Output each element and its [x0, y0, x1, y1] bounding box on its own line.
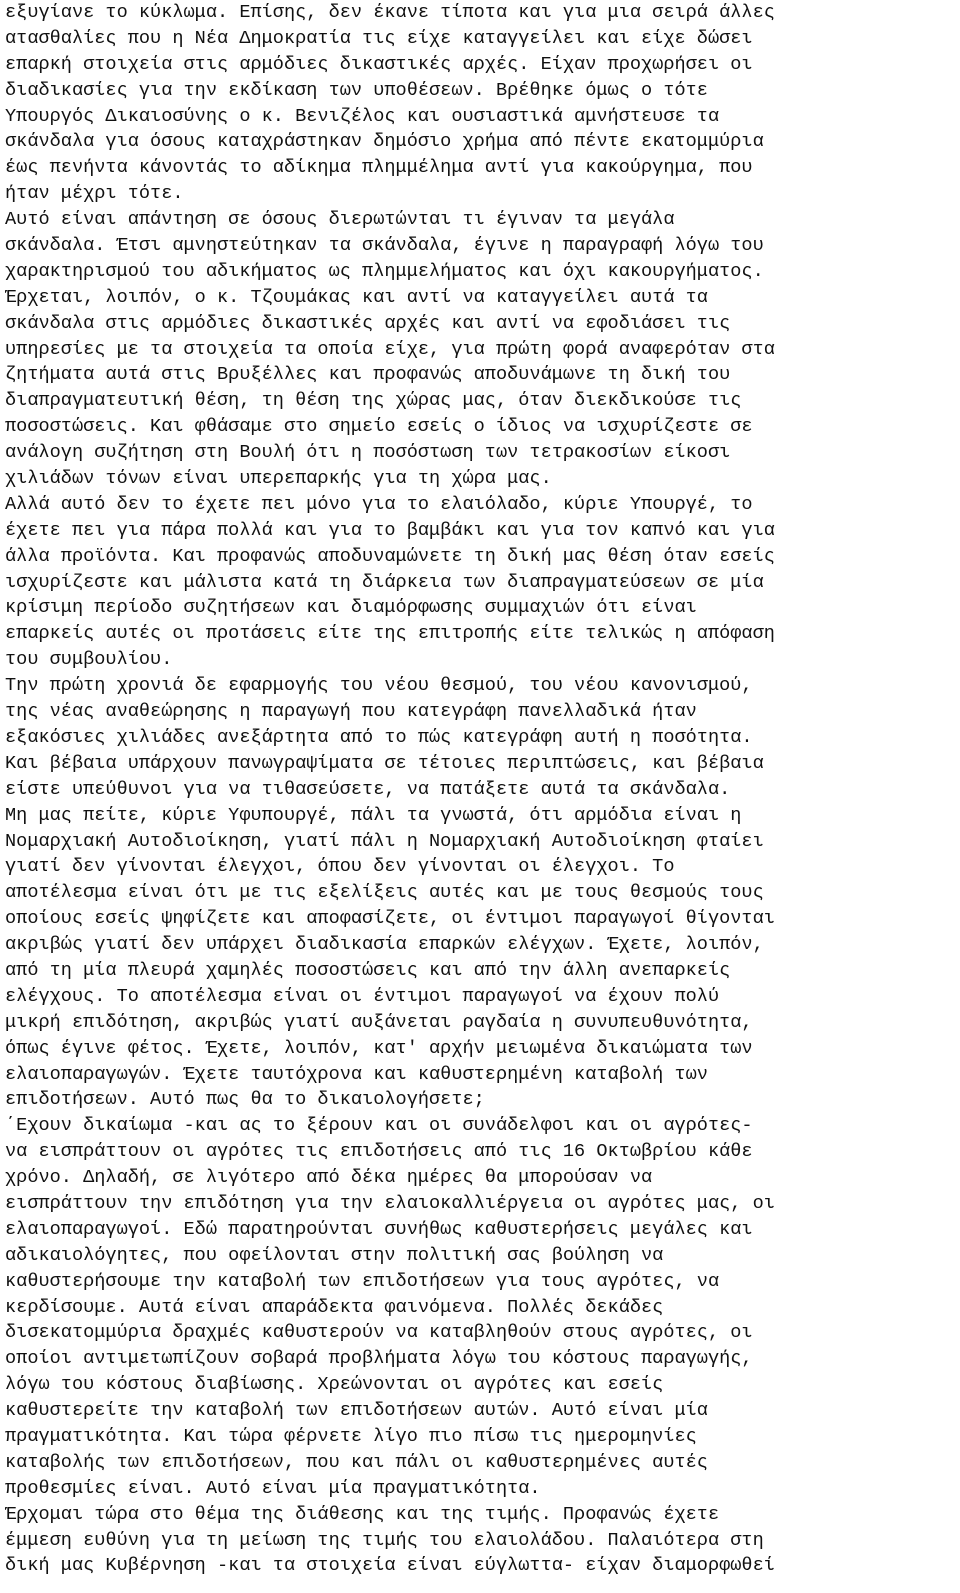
text-line: ελαιοπαραγωγών. Έχετε ταυτόχρονα και καθυστερημένη καταβολή των	[5, 1063, 708, 1085]
text-line: προθεσμίες είναι. Αυτό είναι μία πραγματικότητα.	[5, 1477, 541, 1499]
text-line: έως πενήντα κάνοντάς το αδίκημα πλημμέλημα αντί για κακούργημα, που	[5, 157, 753, 179]
text-line: σκάνδαλα στις αρμόδιες δικαστικές αρχές και αντί να εφοδιάσει τις	[5, 312, 731, 334]
text-line: ποσοστώσεις. Και φθάσαμε στο σημείο εσείς ο ίδιος να ισχυρίζεστε σε	[5, 416, 753, 438]
text-line: λόγω του κόστους διαβίωσης. Χρεώνονται οι αγρότες και εσείς	[5, 1374, 664, 1396]
text-line: επαρκείς αυτές οι προτάσεις είτε της επιτροπής είτε τελικώς η απόφαση	[5, 623, 775, 645]
text-line: έμμεση ευθύνη για τη μείωση της τιμής του ελαιολάδου. Παλαιότερα στη	[5, 1529, 764, 1551]
text-line: σκάνδαλα. Έτσι αμνηστεύτηκαν τα σκάνδαλα, έγινε η παραγραφή λόγω του	[5, 235, 764, 257]
text-line: όπως έγινε φέτος. Έχετε, λοιπόν, κατ' αρχήν μειωμένα δικαιώματα των	[5, 1037, 753, 1059]
text-line: ήταν μέχρι τότε.	[5, 183, 184, 205]
text-line: έχετε πει για πάρα πολλά και για το βαμβάκι και για τον καπνό και για	[5, 519, 775, 541]
text-line: να εισπράττουν οι αγρότες τις επιδοτήσεις από τις 16 Οκτωβρίου κάθε	[5, 1141, 753, 1163]
text-line: Αλλά αυτό δεν το έχετε πει μόνο για το ελαιόλαδο, κύριε Υπουργέ, το	[5, 493, 753, 515]
text-line: Υπουργός Δικαιοσύνης ο κ. Βενιζέλος και ουσιαστικά αμνήστευσε τα	[5, 105, 720, 127]
text-line: καθυστερείτε την καταβολή των επιδοτήσεων αυτών. Αυτό είναι μία	[5, 1400, 708, 1422]
text-line: γιατί δεν γίνονται έλεγχοι, όπου δεν γίνονται οι έλεγχοι. Το	[5, 856, 675, 878]
text-line: σκάνδαλα για όσους καταχράστηκαν δημόσιο χρήμα από πέντε εκατομμύρια	[5, 131, 764, 153]
text-line: αποτέλεσμα είναι ότι με τις εξελίξεις αυτές και με τους θεσμούς τους	[5, 882, 764, 904]
text-line: ισχυρίζεστε και μάλιστα κατά τη διάρκεια των διαπραγματεύσεων σε μία	[5, 571, 764, 593]
text-line: καταβολής των επιδοτήσεων, που και πάλι οι καθυστερημένες αυτές	[5, 1451, 708, 1473]
text-line: ανάλογη συζήτηση στη Βουλή ότι η ποσόστωση των τετρακοσίων είκοσι	[5, 442, 731, 464]
text-line: εισπράττουν την επιδότηση για την ελαιοκαλλιέργεια οι αγρότες μας, οι	[5, 1192, 775, 1214]
text-line: οποίοι αντιμετωπίζουν σοβαρά προβλήματα λόγω του κόστους παραγωγής,	[5, 1348, 753, 1370]
text-line: δική μας Κυβέρνηση -και τα στοιχεία είναι εύγλωττα- είχαν διαμορφωθεί	[5, 1555, 775, 1577]
text-line: της νέας αναθεώρησης η παραγωγή που κατεγράφη πανελλαδικά ήταν	[5, 701, 697, 723]
text-line: είστε υπεύθυνοι για να τιθασεύσετε, να πατάξετε αυτά τα σκάνδαλα.	[5, 778, 731, 800]
text-line: αδικαιολόγητες, που οφείλονται στην πολιτική σας βούληση να	[5, 1244, 664, 1266]
text-line: Έρχομαι τώρα στο θέμα της διάθεσης και της τιμής. Προφανώς έχετε	[5, 1503, 720, 1525]
text-line: καθυστερήσουμε την καταβολή των επιδοτήσεων για τους αγρότες, να	[5, 1270, 720, 1292]
text-line: ΄Εχουν δικαίωμα -και ας το ξέρουν και οι συνάδελφοι και οι αγρότες-	[5, 1115, 753, 1137]
text-line: Αυτό είναι απάντηση σε όσους διερωτώνται τι έγιναν τα μεγάλα	[5, 209, 675, 231]
text-line: εξυγίανε το κύκλωμα. Επίσης, δεν έκανε τίποτα και για μια σειρά άλλες	[5, 2, 775, 23]
text-line: ελέγχους. Το αποτέλεσμα είναι οι έντιμοι παραγωγοί να έχουν πολύ	[5, 985, 720, 1007]
text-line: του συμβουλίου.	[5, 649, 173, 671]
text-line: Νομαρχιακή Αυτοδιοίκηση, γιατί πάλι η Νομαρχιακή Αυτοδιοίκηση φταίει	[5, 830, 764, 852]
text-line: υπηρεσίες με τα στοιχεία τα οποία είχε, για πρώτη φορά αναφερόταν στα	[5, 338, 775, 360]
text-line: ζητήματα αυτά στις Βρυξέλλες και προφανώς αποδυνάμωνε τη δική του	[5, 364, 731, 386]
text-line: χαρακτηρισμού του αδικήματος ως πλημμελήματος και όχι κακουργήματος.	[5, 260, 764, 282]
text-line: εξακόσιες χιλιάδες ανεξάρτητα από το πώς κατεγράφη αυτή η ποσότητα.	[5, 726, 753, 748]
text-line: ακριβώς γιατί δεν υπάρχει διαδικασία επαρκών ελέγχων. Έχετε, λοιπόν,	[5, 934, 764, 956]
text-line: διαπραγματευτική θέση, τη θέση της χώρας μας, όταν διεκδικούσε τις	[5, 390, 742, 412]
text-line: διαδικασίες για την εκδίκαση των υποθέσεων. Βρέθηκε όμως ο τότε	[5, 79, 708, 101]
text-line: Μη μας πείτε, κύριε Υφυπουργέ, πάλι τα γνωστά, ότι αρμόδια είναι η	[5, 804, 742, 826]
text-line: πραγματικότητα. Και τώρα φέρνετε λίγο πιο πίσω τις ημερομηνίες	[5, 1425, 697, 1447]
document-page	[5, 0, 955, 1579]
text-line: χιλιάδων τόνων είναι υπερεπαρκής για τη χώρα μας.	[5, 468, 552, 490]
text-line: οποίους εσείς ψηφίζετε και αποφασίζετε, οι έντιμοι παραγωγοί θίγονται	[5, 908, 775, 930]
text-line: επαρκή στοιχεία στις αρμόδιες δικαστικές αρχές. Είχαν προχωρήσει οι	[5, 53, 753, 75]
text-line: Και βέβαια υπάρχουν πανωγραψίματα σε τέτοιες περιπτώσεις, και βέβαια	[5, 752, 764, 774]
text-line: δισεκατομμύρια δραχμές καθυστερούν να καταβληθούν στους αγρότες, οι	[5, 1322, 753, 1344]
text-line: κρίσιμη περίοδο συζητήσεων και διαμόρφωσης συμμαχιών ότι είναι	[5, 597, 697, 619]
text-line: από τη μία πλευρά χαμηλές ποσοστώσεις και από την άλλη ανεπαρκείς	[5, 959, 731, 981]
text-line: χρόνο. Δηλαδή, σε λιγότερο από δέκα ημέρες θα μπορούσαν να	[5, 1167, 653, 1189]
text-line: κερδίσουμε. Αυτά είναι απαράδεκτα φαινόμενα. Πολλές δεκάδες	[5, 1296, 664, 1318]
text-line: ελαιοπαραγωγοί. Εδώ παρατηρούνται συνήθως καθυστερήσεις μεγάλες και	[5, 1218, 753, 1240]
text-line: Έρχεται, λοιπόν, ο κ. Τζουμάκας και αντί να καταγγείλει αυτά τα	[5, 286, 708, 308]
text-line: επιδοτήσεων. Αυτό πως θα το δικαιολογήσετε;	[5, 1089, 485, 1111]
text-line: μικρή επιδότηση, ακριβώς γιατί αυξάνεται ραγδαία η συνυπευθυνότητα,	[5, 1011, 753, 1033]
text-line: άλλα προϊόντα. Και προφανώς αποδυναμώνετε τη δική μας θέση όταν εσείς	[5, 545, 775, 567]
text-line: ατασθαλίες που η Νέα Δημοκρατία τις είχε καταγγείλει και είχε δώσει	[5, 27, 753, 49]
text-line: Την πρώτη χρονιά δε εφαρμογής του νέου θεσμού, του νέου κανονισμού,	[5, 675, 753, 697]
